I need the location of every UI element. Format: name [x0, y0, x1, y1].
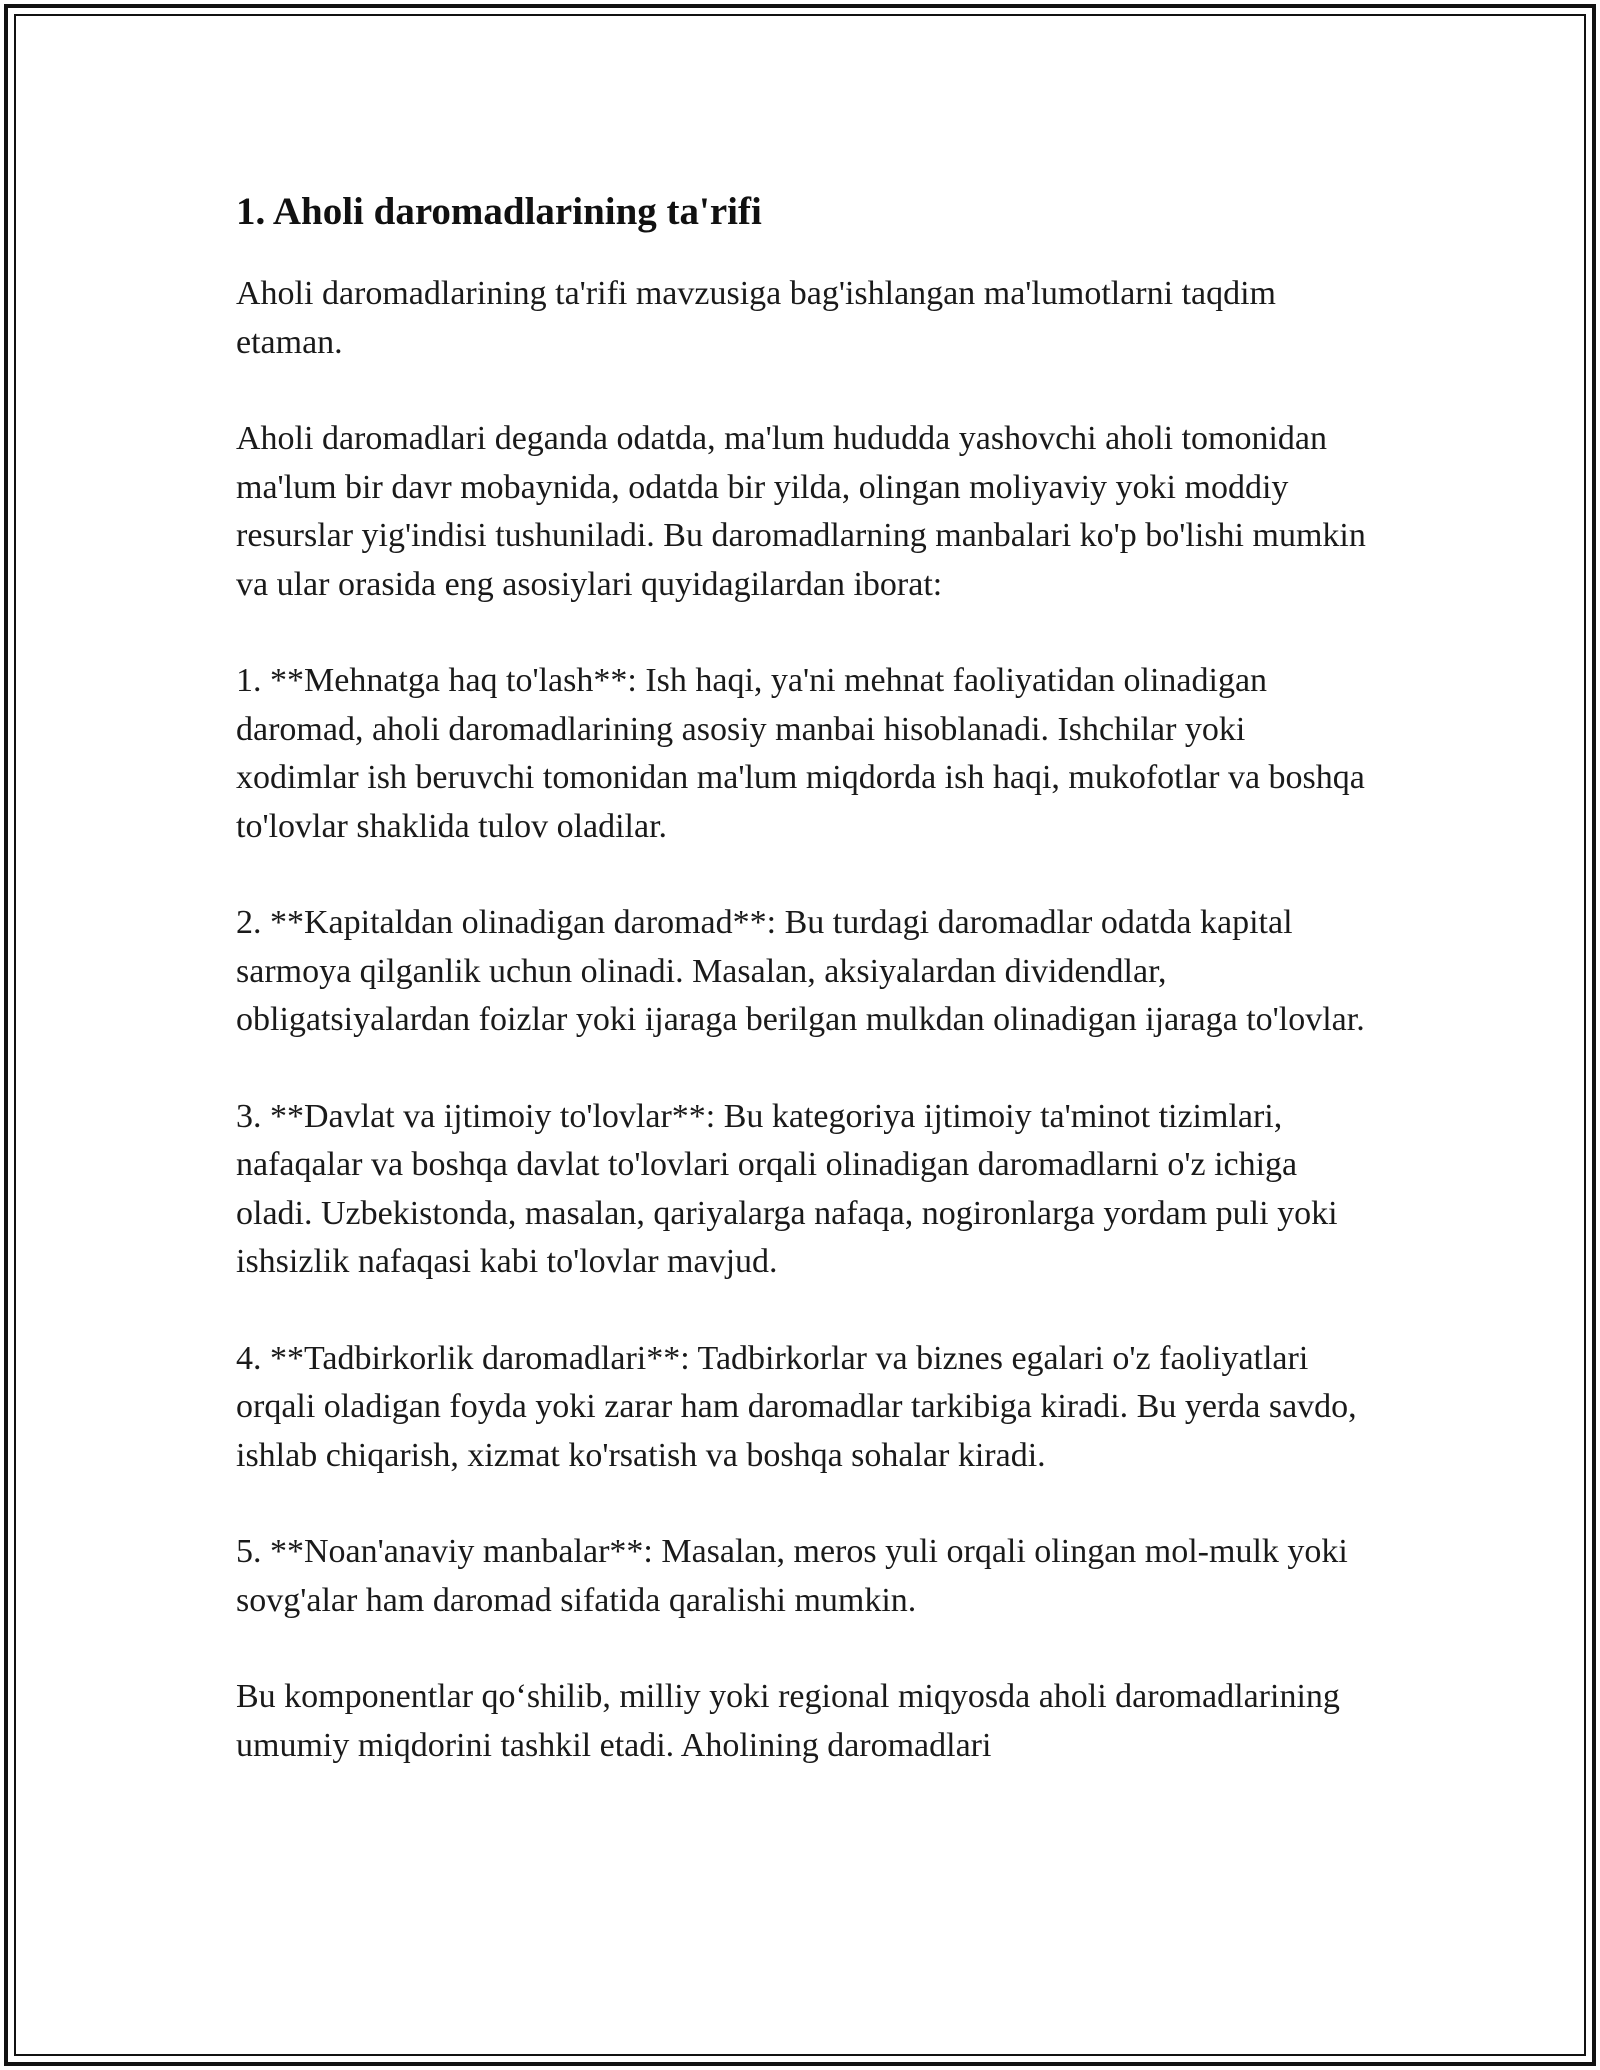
list-item-entrepreneurship-income: 4. **Tadbirkorlik daromadlari**: Tadbirkorlar va biznes egalari o'z faoliyatlari orqali oladigan foyda yoki zarar ham daromadlar tarkibiga kiradi. Bu yerda savdo, ishlab chiqarish, xizmat ko'rsatish va boshqa sohalar kiradi.	[236, 1339, 1357, 1474]
list-item-state-social-payments: 3. **Davlat va ijtimoiy to'lovlar**: Bu kategoriya ijtimoiy ta'minot tizimlari, nafaqalar va boshqa davlat to'lovlari orqali olinadigan daromadlarni o'z ichiga oladi. Uzbekistonda, masalan, qariyalarga nafaqa, nogironlarga yordam puli yoki ishsizlik nafaqasi kabi to'lovlar mavjud.	[236, 1097, 1338, 1280]
list-item-labor-income: 1. **Mehnatga haq to'lash**: Ish haqi, ya'ni mehnat faoliyatidan olinadigan daromad, aholi daromadlarining asosiy manbai hisoblanadi. Ishchilar yoki xodimlar ish beruvchi tomonidan ma'lum miqdorda ish haqi, mukofotlar va boshqa to'lovlar shaklida tulov oladilar.	[236, 662, 1365, 845]
document-body	[236, 180, 1376, 1770]
list-item-non-traditional-sources: 5. **Noan'anaviy manbalar**: Masalan, meros yuli orqali olingan mol-mulk yoki sovg'alar ham daromad sifatida qaralishi mumkin.	[236, 1533, 1348, 1619]
conclusion-paragraph: Bu komponentlar qo‘shilib, milliy yoki regional miqyosda aholi daromadlarining umumiy miqdorini tashkil etadi. Aholining daromadlari	[236, 1678, 1340, 1764]
intro-paragraph: Aholi daromadlarining ta'rifi mavzusiga bag'ishlangan ma'lumotlarni taqdim etaman.	[236, 275, 1277, 361]
section-heading: 1. Aholi daromadlarining ta'rifi	[236, 190, 762, 233]
list-item-capital-income: 2. **Kapitaldan olinadigan daromad**: Bu turdagi daromadlar odatda kapital sarmoya qilganlik uchun olinadi. Masalan, aksiyalardan dividendlar, obligatsiyalardan foizlar yoki ijaraga berilgan mulkdan olinadigan ijaraga to'lovlar.	[236, 904, 1365, 1038]
definition-paragraph: Aholi daromadlari deganda odatda, ma'lum hududda yashovchi aholi tomonidan ma'lum bir davr mobaynida, odatda bir yilda, olingan moliyaviy yoki moddiy resurslar yig'indisi tushuniladi. Bu daromadlarning manbalari ko'p bo'lishi mumkin va ular orasida eng asosiylari quyidagilardan iborat:	[236, 420, 1366, 603]
